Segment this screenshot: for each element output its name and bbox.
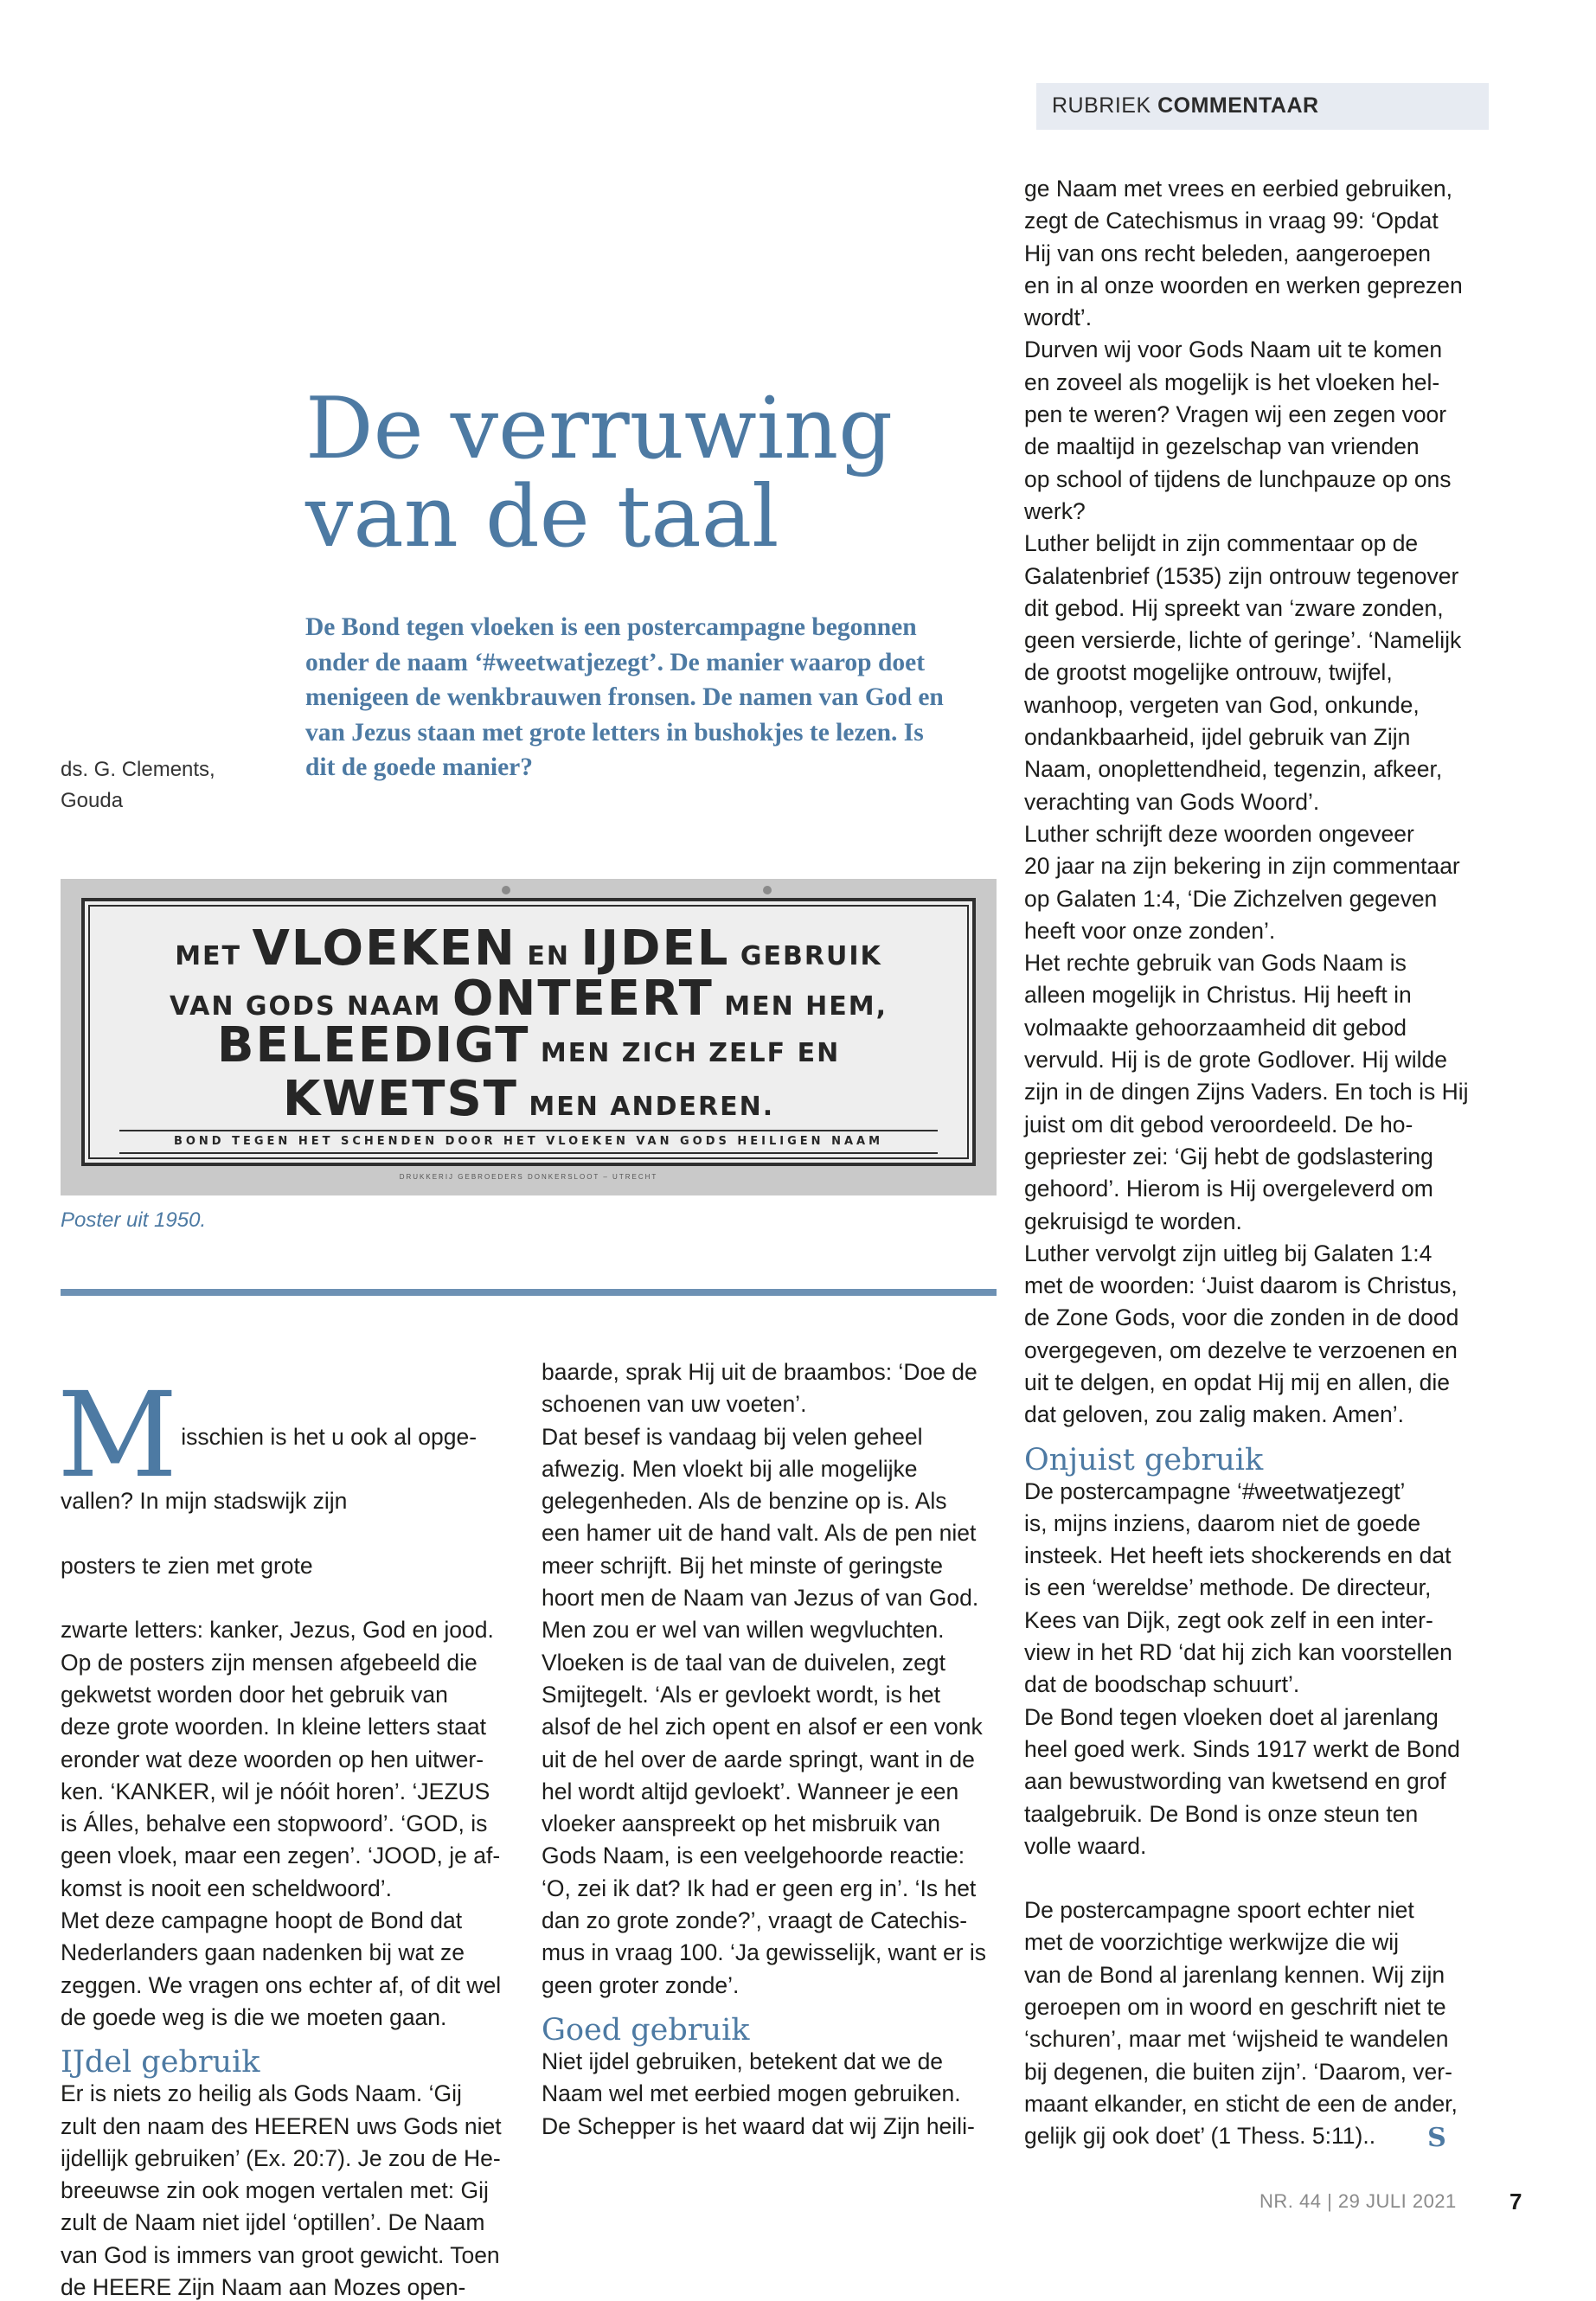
column-2 — [542, 1356, 991, 2143]
column-3 — [1024, 173, 1491, 2154]
paragraph: Niet ijdel gebruiken, betekent dat we de Naam wel met eerbied mogen gebruiken. De Schepper is het waard dat wij Zijn heili- — [542, 2048, 975, 2139]
title-line-2: van de taal — [305, 468, 779, 567]
paragraph: Er is niets zo heilig als Gods Naam. ‘Gij zult den naam des HEEREN uws Gods niet ijdellijk gebruiken’ (Ex. 20:7). Je zou de He- breeuwse zin ook mogen vertalen met: Gij zult de Naam niet ijdel ‘optillen’. De Naam van God is immers van groot gewicht. Toen de HEERE Zijn Naam aan Mozes open- — [61, 2080, 502, 2301]
poster-line-4 — [85, 1071, 972, 1127]
poster-text: GEBRUIK — [729, 941, 882, 971]
poster-line-1 — [85, 920, 972, 977]
divider — [61, 1289, 997, 1296]
image-caption: Poster uit 1950. — [61, 1208, 207, 1232]
rubric-name: COMMENTAAR — [1157, 93, 1319, 118]
subheading-onjuist-gebruik: Onjuist gebruik — [1024, 1442, 1264, 1477]
author-name: ds. G. Clements, — [61, 758, 215, 781]
author-byline — [61, 754, 251, 817]
poster-image — [61, 879, 997, 1195]
rivet — [763, 886, 772, 894]
subheading-goed-gebruik: Goed gebruik — [542, 2012, 750, 2048]
poster-text: MEN HEM, — [713, 991, 888, 1022]
issue-info: NR. 44 | 29 JULI 2021 — [1259, 2190, 1457, 2212]
article-title — [305, 380, 1015, 567]
page-number: 7 — [1509, 2189, 1522, 2214]
poster-line-3 — [85, 1017, 972, 1074]
poster-text: VLOEKEN — [252, 920, 516, 977]
rivet — [502, 886, 510, 894]
poster-text: ONTEERT — [452, 971, 714, 1027]
section-label — [1036, 83, 1489, 130]
paragraph: ge Naam met vrees en eerbied gebruiken, zegt de Catechismus in vraag 99: ‘Opdat Hij van ons recht beleden, aangeroepen en in al onze woorden en werken geprezen wordt’. Durven wij voor Gods Naam uit te komen en zoveel als mogelijk is het vloeken hel- pen te weren? Vragen wij een zegen voor de maaltijd in gezelschap van vrienden op school of tijdens de lunchpauze op ons werk? Luther belijdt in zijn commentaar op de Galatenbrief (1535) zijn ontrouw tegenover dit gebod. Hij spreekt van ‘zware zonden, geen versierde, lichte of geringe’. ‘Namelijk de grootst mogelijke ontrouw, twijfel, wanhoop, vergeten van God, onkunde, ondankbaarheid, ijdel gebruik van Zijn Naam, onoplettendheid, tegenzin, afkeer, verachting van Gods Woord’. Luther schrijft deze woorden ongeveer 20 jaar na zijn bekering in zijn commentaar op Galaten 1:4, ‘Die Zichzelven gegeven heeft voor onze zonden’. Het rechte gebruik van Gods Naam is alleen mogelijk in Christus. Hij heeft in volmaakte gehoorzaamheid dit gebod vervuld. Hij is de grote Godlover. Hij wilde zijn in de dingen Zijns Vaders. En toch is Hij juist om dit gebod veroordeeld. De ho- gepriester zei: ‘Gij hebt de godslastering gehoord’. Hierom is Hij overgeleverd om gekruisigd te worden. Luther vervolgt zijn uitleg bij Galaten 1:4 met de woorden: ‘Juist daarom is Christus, de Zone Gods, voor die zonden in de dood overgegeven, om dezelve te verzoenen en uit te delgen, en opdat Hij mij en allen, die dat geloven, zou zalig maken. Amen’. — [1024, 176, 1469, 1428]
poster-text: MEN ZICH ZELF EN — [529, 1038, 841, 1068]
paragraph: baarde, sprak Hij uit de braambos: ‘Doe de schoenen van uw voeten’. Dat besef is vandaag bij velen geheel afwezig. Men vloekt bij alle mogelijke gelegenheden. Als de benzine op is. Als een hamer uit de hand valt. Als de pen niet meer schrijft. Bij het minste of geringste hoort men de Naam van Jezus of van God. Men zou er wel van willen wegvluchten. Vloeken is de taal van de duivelen, zegt Smijtegelt. ‘Als er gevloekt wordt, is het alsof de hel zich opent en alsof er een vonk uit de hel over de aarde springt, want in de hel wordt altijd gevloekt’. Wanneer je een vloeker aanspreekt op het misbruik van Gods Naam, is een veelgehoorde reactie: ‘O, zei ik dat? Ik had er geen erg in’. ‘Is het dan zo grote zonde?’, vraagt de Catechis- mus in vraag 100. ‘Ja gewisselijk, want er is geen groter zonde’. — [542, 1359, 987, 1998]
paragraph-intro — [57, 1356, 510, 1614]
author-place: Gouda — [61, 789, 124, 812]
text-line: isschien is het u ook al opge- — [181, 1423, 478, 1450]
title-line-1: De verruwing — [305, 380, 893, 478]
poster-text: KWETST — [282, 1071, 518, 1127]
paragraph: zwarte letters: kanker, Jezus, God en jood. Op de posters zijn mensen afgebeeld die gekwetst worden door het gebruik van deze grote woorden. In kleine letters staat eronder wat deze woorden op hen uitwer- ken. ‘KANKER, wil je nóóit horen’. ‘JEZUS is Álles, behalve een stopwoord’. ‘GOD, is geen vloek, maar een zegen’. ‘JOOD, je af- komst is nooit een scheldwoord’. Met deze campagne hoopt de Bond dat Nederlanders gaan nadenken bij wat ze zeggen. We vragen ons echter af, of dit wel de goede weg is die we moeten gaan. — [61, 1617, 502, 2030]
poster-printer: DRUKKERIJ GEBROEDERS DONKERSLOOT – UTRECHT — [399, 1173, 658, 1181]
poster-text: BELEEDIGT — [216, 1017, 530, 1074]
poster-text: EN — [516, 941, 581, 971]
poster-text: MEN ANDEREN. — [517, 1092, 775, 1122]
poster-text: IJDEL — [580, 920, 730, 977]
drop-cap: M — [57, 1368, 178, 1505]
poster-footer: BOND TEGEN HET SCHENDEN DOOR HET VLOEKEN VAN GODS HEILIGEN NAAM — [119, 1130, 938, 1154]
paragraph: De postercampagne ‘#weetwatjezegt’ is, mijns inziens, daarom niet de goede insteek. Het heeft iets shockerends en dat is een ‘wereldse’ methode. De directeur, Kees van Dijk, zegt ook zelf in een inter- view in het RD ‘dat hij zich kan voorstellen dat de boodschap schuurt’. De Bond tegen vloeken doet al jarenlang heel goed werk. Sinds 1917 werkt de Bond aan bewustwording van kwetsend en grof taalgebruik. De Bond is onze steun ten volle waard. — [1024, 1477, 1460, 1859]
poster-text: MET — [175, 941, 253, 971]
column-1 — [57, 1356, 510, 2301]
poster-text: VAN GODS NAAM — [169, 991, 452, 1022]
rubric-label: RUBRIEK — [1052, 93, 1151, 118]
text-line: vallen? In mijn stadswijk zijn — [61, 1488, 348, 1515]
subheading-ijdel-gebruik: IJdel gebruik — [61, 2045, 260, 2080]
article-lead: De Bond tegen vloeken is een postercampagne begonnen onder de naam ‘#weetwatjezegt’. De manier waarop doet menigeen de wenkbrauwen fronsen. De namen van God en van Jezus staan met grote letters in bushokjes te lezen. Is dit de goede manier? — [305, 613, 944, 781]
paragraph — [1024, 1894, 1491, 2154]
text-line: posters te zien met grote — [61, 1552, 313, 1579]
end-mark-icon: S — [1427, 2122, 1446, 2153]
paragraph-text: De postercampagne spoort echter niet met de voorzichtige werkwijze die wij van de Bond al jarenlang kennen. Wij zijn geroepen om in woord en geschrift niet te ‘schuren’, maar met ‘wijsheid te wandelen bij degenen, die buiten zijn’. ‘Daarom, ver- maant elkander, en sticht de een de ander, gelijk gij ook doet’ (1 Thess. 5:11).. — [1024, 1897, 1458, 2150]
poster-sign — [81, 898, 976, 1166]
